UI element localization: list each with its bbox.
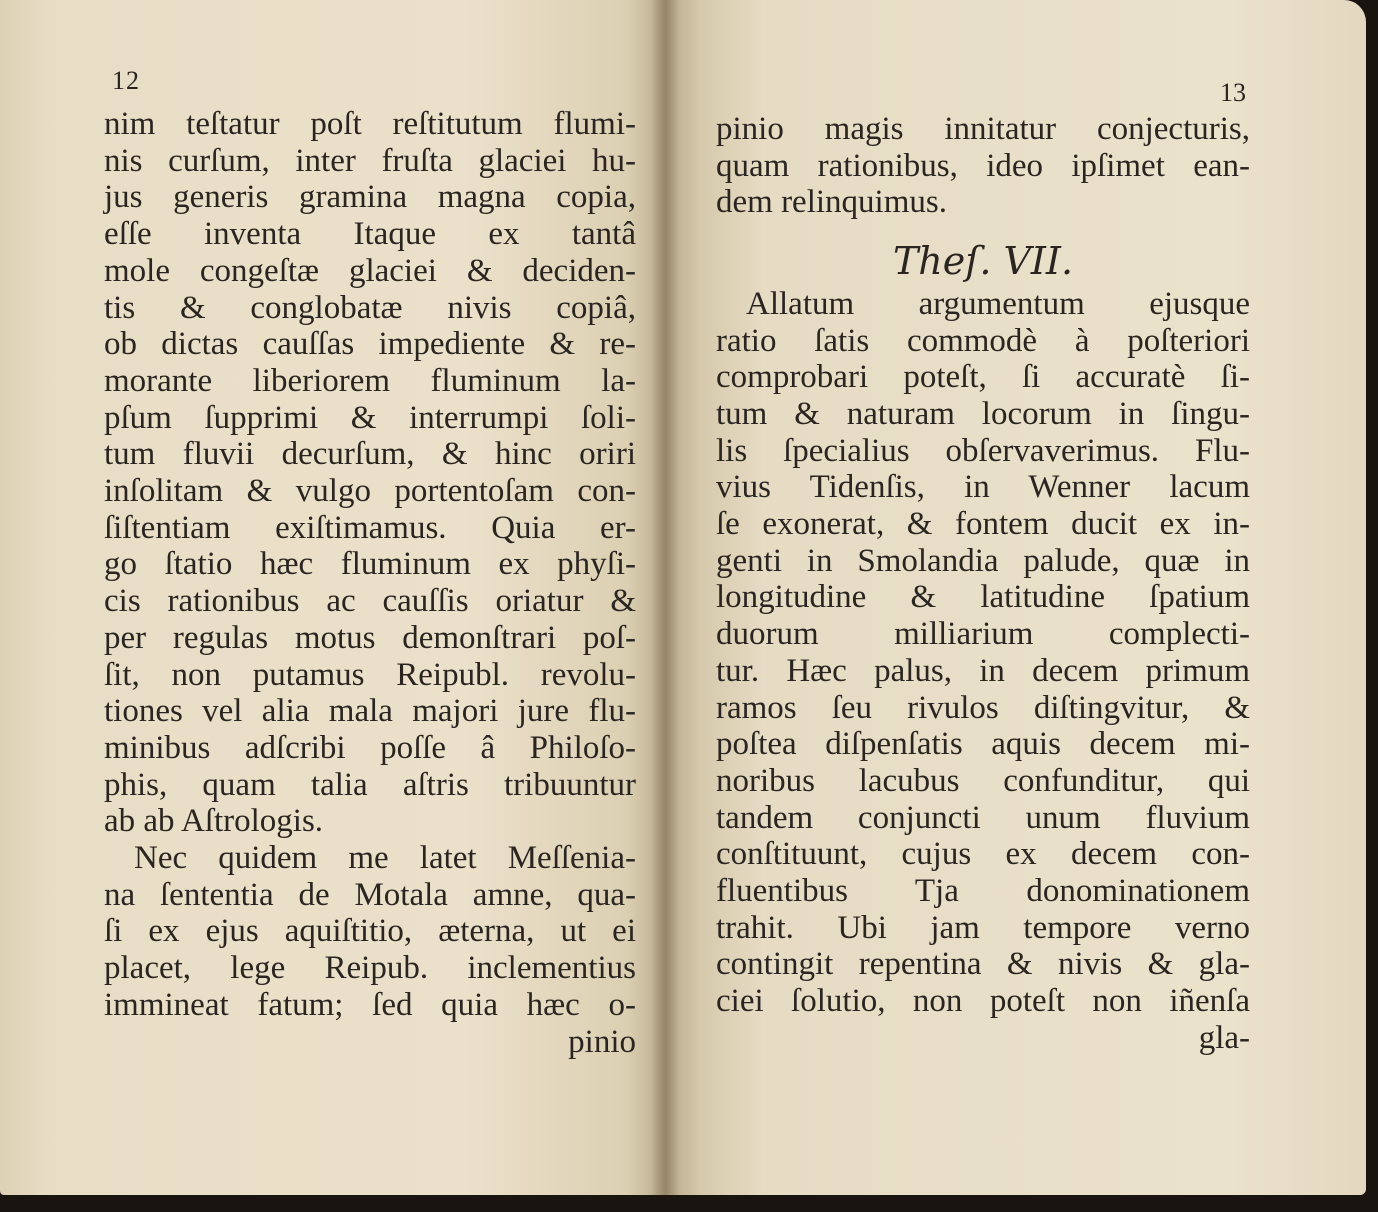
text-line: ratio ſatis commodè à poſteriori xyxy=(716,322,1250,359)
text-line: ſi ex ejus aquiſtitio, æterna, ut ei xyxy=(104,913,636,950)
catchword-right: gla- xyxy=(1198,1019,1250,1056)
text-line: placet, lege Reipub. inclementius xyxy=(104,950,636,987)
text-line: poſtea diſpenſatis aquis decem mi- xyxy=(716,726,1250,763)
text-line: go ſtatio hæc fluminum ex phyſi- xyxy=(104,546,636,583)
text-line: tiones vel alia mala majori jure flu- xyxy=(104,693,636,730)
text-line: morante liberiorem fluminum la- xyxy=(104,362,636,399)
left-page-text xyxy=(104,106,636,1060)
text-line: contingit repentina & nivis & gla- xyxy=(716,946,1250,983)
text-line: pinio magis innitatur conjecturis, xyxy=(716,111,1250,147)
left-page xyxy=(0,0,666,1195)
text-line: eſſe inventa Itaque ex tantâ xyxy=(104,216,636,253)
text-line: noribus lacubus confunditur, qui xyxy=(716,762,1250,799)
text-line: comprobari poteſt, ſi accuratè ſi- xyxy=(716,359,1250,396)
text-line: cis rationibus ac cauſſis oriatur & xyxy=(104,583,636,620)
text-line: ſiſtentiam exiſtimamus. Quia er- xyxy=(104,509,636,546)
text-line: dem relinquimus. xyxy=(716,184,947,221)
right-page-text xyxy=(716,111,1250,1057)
book-gutter xyxy=(650,0,680,1195)
text-line: genti in Smolandia palude, quæ in xyxy=(716,542,1250,579)
text-line: ab ab Aſtrologis. xyxy=(104,803,324,840)
text-line: ob dictas cauſſas impediente & re- xyxy=(104,326,636,363)
text-line: ſit, non putamus Reipubl. revolu- xyxy=(104,656,636,693)
page-number-right: 13 xyxy=(1220,78,1246,107)
text-line: phis, quam talia aſtris tribuuntur xyxy=(104,766,636,803)
text-line: ſe exonerat, & fontem ducit ex in- xyxy=(716,506,1250,543)
text-line: na ſententia de Motala amne, qua- xyxy=(104,876,636,913)
text-line: mole congeſtæ glaciei & deciden- xyxy=(104,252,636,289)
text-line: immineat fatum; ſed quia hæc o- xyxy=(104,986,636,1023)
catchword-left: pinio xyxy=(568,1023,636,1060)
text-line: tis & conglobatæ nivis copiâ, xyxy=(104,289,636,326)
text-line: tum fluvii decurſum, & hinc oriri xyxy=(104,436,636,473)
text-line: fluentibus Tja donominationem xyxy=(716,873,1250,910)
text-line: pſum ſupprimi & interrumpi ſoli- xyxy=(104,399,636,436)
text-line: lis ſpecialius obſervaverimus. Flu- xyxy=(716,432,1250,469)
text-line: tur. Hæc palus, in decem primum xyxy=(716,652,1250,689)
text-line: quam rationibus, ideo ipſimet ean- xyxy=(716,147,1250,184)
section-heading: Theſ. VII. xyxy=(892,239,1074,284)
text-line: inſolitam & vulgo portentoſam con- xyxy=(104,473,636,510)
text-line: vius Tidenſis, in Wenner lacum xyxy=(716,469,1250,506)
text-line: trahit. Ubi jam tempore verno xyxy=(716,909,1250,946)
text-line: longitudine & latitudine ſpatium xyxy=(716,579,1250,616)
text-line: nim teſtatur poſt reſtitutum flumi- xyxy=(104,106,636,142)
text-line: Nec quidem me latet Meſſenia- xyxy=(134,840,636,877)
text-line: tum & naturam locorum in ſingu- xyxy=(716,395,1250,432)
text-line: ciei ſolutio, non poteſt non iñenſa xyxy=(716,983,1250,1020)
text-line: Allatum argumentum ejusque xyxy=(746,285,1250,322)
text-line: duorum milliarium complecti- xyxy=(716,616,1250,653)
text-line: nis curſum, inter fruſta glaciei hu- xyxy=(104,142,636,179)
text-line: minibus adſcribi poſſe â Philoſo- xyxy=(104,729,636,766)
text-line: conſtituunt, cujus ex decem con- xyxy=(716,836,1250,873)
text-line: ramos ſeu rivulos diſtingvitur, & xyxy=(716,689,1250,726)
text-line: per regulas motus demonſtrari poſ- xyxy=(104,619,636,656)
text-line: tandem conjuncti unum fluvium xyxy=(716,799,1250,836)
page-number-left: 12 xyxy=(112,66,140,95)
text-line: jus generis gramina magna copia, xyxy=(104,179,636,216)
